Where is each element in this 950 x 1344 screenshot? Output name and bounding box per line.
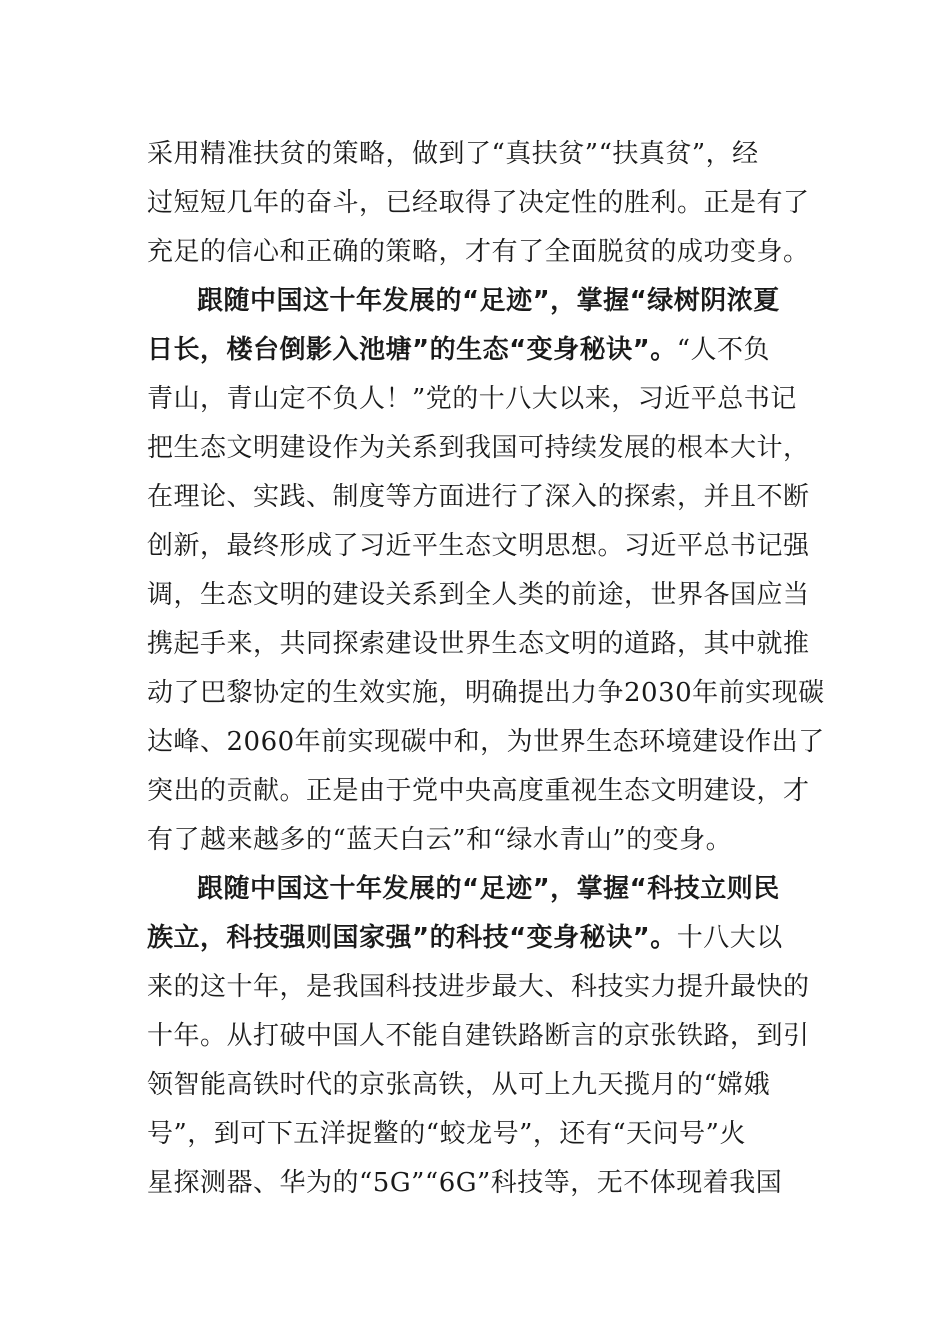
line-text: 采用精准扶贫的策略，做到了“真扶贫”“扶真贫”，经 (147, 139, 759, 169)
line-text: 星探测器、华为的“5G”“6G”科技等，无不体现着我国 (147, 1168, 783, 1198)
line-text: 携起手来，共同探索建设世界生态文明的道路，其中就推 (147, 629, 810, 659)
text-line (147, 718, 825, 767)
text-line (147, 669, 825, 718)
line-text: 调，生态文明的建设关系到全人类的前途，世界各国应当 (147, 580, 810, 610)
text-line (147, 767, 810, 816)
text-line (147, 1159, 797, 1208)
line-text: 过短短几年的奋斗，已经取得了决定性的胜利。正是有了 (147, 188, 810, 218)
line-text: 充足的信心和正确的策略，才有了全面脱贫的成功变身。 (147, 237, 810, 267)
text-line (147, 620, 810, 669)
paragraph-poverty (147, 130, 810, 277)
text-line-heading (147, 865, 797, 914)
line-text: 十八大以 (676, 923, 783, 953)
line-text: 来的这十年，是我国科技进步最大、科技实力提升最快的 (147, 972, 810, 1002)
text-line (147, 1012, 810, 1061)
line-text: 动了巴黎协定的生效实施，明确提出力争2030年前实现碳 (147, 678, 825, 708)
text-line (147, 228, 810, 277)
text-line (147, 179, 810, 228)
line-text: 领智能高铁时代的京张高铁，从可上九天揽月的“嫦娥 (147, 1070, 771, 1100)
bold-heading-text: 跟随中国这十年发展的“足迹”，掌握“科技立则民 (197, 874, 780, 904)
line-text: 号”，到可下五洋捉鳖的“蛟龙号”，还有“天问号”火 (147, 1119, 746, 1149)
line-text: 有了越来越多的“蓝天白云”和“绿水青山”的变身。 (147, 825, 733, 855)
line-text: 创新，最终形成了习近平生态文明思想。习近平总书记强 (147, 531, 810, 561)
text-line (147, 963, 810, 1012)
paragraph-ecology (147, 277, 825, 865)
line-text: 青山，青山定不负人！”党的十八大以来，习近平总书记 (147, 384, 797, 414)
text-line (147, 1061, 797, 1110)
text-line (147, 816, 797, 865)
paragraph-technology (147, 865, 810, 1208)
text-line (147, 326, 797, 375)
line-text: 在理论、实践、制度等方面进行了深入的探索，并且不断 (147, 482, 810, 512)
document-page (147, 130, 825, 1208)
line-text: 十年。从打破中国人不能自建铁路断言的京张铁路，到引 (147, 1021, 810, 1051)
text-line (147, 1110, 797, 1159)
line-text: “人不负 (676, 335, 771, 365)
text-line (147, 424, 810, 473)
text-line (147, 130, 797, 179)
text-line-heading (147, 277, 797, 326)
line-text: 达峰、2060年前实现碳中和，为世界生态环境建设作出了 (147, 727, 825, 757)
line-text: 突出的贡献。正是由于党中央高度重视生态文明建设，才 (147, 776, 810, 806)
bold-heading-text: 跟随中国这十年发展的“足迹”，掌握“绿树阴浓夏 (197, 286, 780, 316)
text-line (147, 914, 797, 963)
text-line (147, 571, 810, 620)
text-line (147, 473, 810, 522)
bold-heading-text: 族立，科技强则国家强”的科技“变身秘诀”。 (147, 923, 677, 953)
text-line (147, 375, 797, 424)
bold-heading-text: 日长，楼台倒影入池塘”的生态“变身秘诀”。 (147, 335, 677, 365)
line-text: 把生态文明建设作为关系到我国可持续发展的根本大计， (147, 433, 810, 463)
text-line (147, 522, 810, 571)
